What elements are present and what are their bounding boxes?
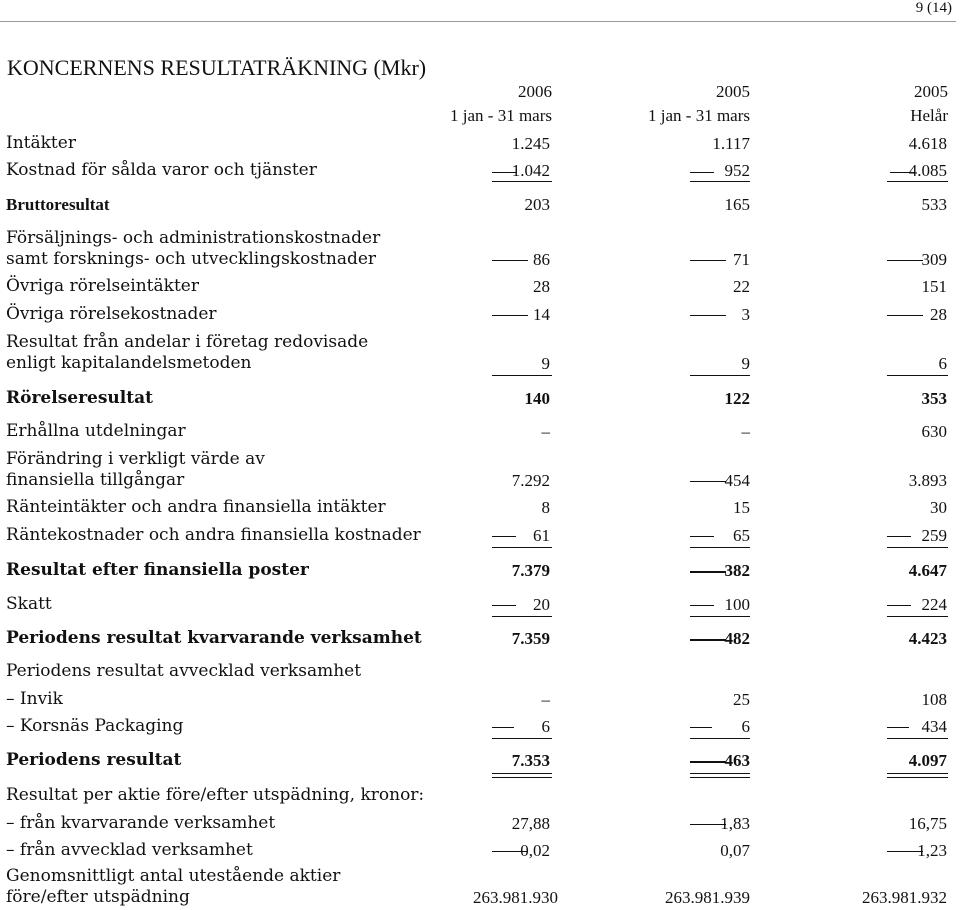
col1-year: 2006 <box>518 82 552 101</box>
underline <box>887 375 948 376</box>
row-label-line2: samt forsknings- och utvecklingskostnader <box>6 249 377 269</box>
value-2005-full: 533 <box>921 195 947 214</box>
row-label: Periodens resultat kvarvarande verksamhet <box>6 628 422 648</box>
value-2005-q1: 165 <box>724 195 750 214</box>
value-2006: – <box>541 422 550 441</box>
value-2005-q1: 25 <box>733 690 750 709</box>
row-label: Bruttoresultat <box>6 195 110 214</box>
value-2006: 0,02 <box>520 841 550 860</box>
value-2006: 203 <box>524 195 550 214</box>
value-2005-full: 353 <box>921 389 947 408</box>
value-2005-full: 30 <box>930 498 947 517</box>
underline <box>492 375 552 376</box>
row-label: Erhållna utdelningar <box>6 421 186 441</box>
underline <box>690 181 750 182</box>
page-number: 9 (14) <box>915 0 952 16</box>
col3-year: 2005 <box>914 82 948 101</box>
underline <box>887 547 948 548</box>
value-2006: 8 <box>541 498 550 517</box>
value-2006: 140 <box>524 389 550 408</box>
value-2005-full: 4.097 <box>908 751 947 770</box>
page-title: KONCERNENS RESULTATRÄKNING (Mkr) <box>7 55 427 80</box>
value-2005-full: 630 <box>921 422 947 441</box>
value-2005-q1: 463 <box>724 751 750 770</box>
row-label: – från kvarvarande verksamhet <box>6 813 276 833</box>
underline <box>887 738 948 739</box>
value-2005-full: 16,75 <box>908 814 947 833</box>
value-2006: 86 <box>533 250 550 269</box>
value-2005-q1: 1,83 <box>720 814 750 833</box>
value-2005-q1: – <box>741 422 750 441</box>
value-2005-full: 151 <box>921 277 947 296</box>
value-2006: 7.379 <box>511 561 550 580</box>
value-2006: 1.245 <box>511 134 550 153</box>
value-2006: 9 <box>541 354 550 373</box>
value-2005-q1: 65 <box>733 526 750 545</box>
header-rule <box>0 21 956 22</box>
value-2005-full: 263.981.932 <box>862 888 947 907</box>
value-2005-q1: 6 <box>741 717 750 736</box>
row-label: Resultat efter finansiella poster <box>6 560 309 580</box>
double-underline-bottom <box>690 777 750 778</box>
double-underline-bottom <box>492 777 552 778</box>
value-2005-q1: 3 <box>741 305 750 324</box>
value-2006: 7.353 <box>511 751 550 770</box>
double-underline-top <box>887 773 948 774</box>
underline <box>887 616 948 617</box>
value-2005-full: 309 <box>921 250 947 269</box>
row-label: Periodens resultat avvecklad verksamhet <box>6 661 362 681</box>
value-2005-q1: 15 <box>733 498 750 517</box>
value-2006: 61 <box>533 526 550 545</box>
value-2006: 20 <box>533 595 550 614</box>
value-2006: 263.981.930 <box>473 888 558 907</box>
row-label: – från avvecklad verksamhet <box>6 840 253 860</box>
row-label-line1: Resultat från andelar i företag redovisade <box>6 332 369 352</box>
value-2005-q1: 382 <box>724 561 750 580</box>
value-2005-q1: 482 <box>724 629 750 648</box>
value-2005-q1: 122 <box>724 389 750 408</box>
value-2005-q1: 22 <box>733 277 750 296</box>
row-label: – Invik <box>6 689 63 709</box>
row-label: Ränteintäkter och andra finansiella intäkter <box>6 497 386 517</box>
row-label: Övriga rörelsekostnader <box>6 304 217 324</box>
col3-period: Helår <box>910 106 948 125</box>
value-2005-full: 4.423 <box>908 629 947 648</box>
value-2005-full: 4.647 <box>908 561 947 580</box>
value-2005-full: 434 <box>921 717 947 736</box>
row-label: Räntekostnader och andra finansiella kostnader <box>6 525 421 545</box>
underline <box>492 181 552 182</box>
value-2006: 28 <box>533 277 550 296</box>
double-underline-bottom <box>887 777 948 778</box>
value-2005-full: 108 <box>921 690 947 709</box>
row-label-line2: före/efter utspädning <box>6 887 190 907</box>
value-2005-full: 1,23 <box>917 841 947 860</box>
value-2005-full: 4.085 <box>908 161 947 180</box>
double-underline-top <box>492 773 552 774</box>
value-2005-full: 259 <box>921 526 947 545</box>
value-2005-full: 6 <box>938 354 947 373</box>
underline <box>887 181 948 182</box>
row-label: Resultat per aktie före/efter utspädning, kronor: <box>6 785 425 805</box>
value-2005-full: 224 <box>921 595 947 614</box>
value-2006: 7.292 <box>511 471 550 490</box>
value-2006: 1.042 <box>511 161 550 180</box>
value-2006: – <box>541 690 550 709</box>
row-label-line1: Förändring i verkligt värde av <box>6 449 265 469</box>
value-2005-full: 3.893 <box>908 471 947 490</box>
value-2005-full: 4.618 <box>908 134 947 153</box>
col1-period: 1 jan - 31 mars <box>450 106 552 125</box>
underline <box>492 616 552 617</box>
value-2006: 7.359 <box>511 629 550 648</box>
value-2005-q1: 100 <box>724 595 750 614</box>
value-2005-q1: 0,07 <box>720 841 750 860</box>
double-underline-top <box>690 773 750 774</box>
underline <box>690 375 750 376</box>
value-2005-q1: 9 <box>741 354 750 373</box>
value-2006: 6 <box>541 717 550 736</box>
row-label-line2: enligt kapitalandelsmetoden <box>6 353 252 373</box>
row-label: Kostnad för sålda varor och tjänster <box>6 160 317 180</box>
value-2005-full: 28 <box>930 305 947 324</box>
row-label-line1: Genomsnittligt antal utestående aktier <box>6 866 341 886</box>
row-label: Intäkter <box>6 133 76 153</box>
value-2005-q1: 1.117 <box>712 134 750 153</box>
underline <box>492 738 552 739</box>
row-label-line1: Försäljnings- och administrationskostnader <box>6 228 381 248</box>
row-label: Skatt <box>6 594 52 614</box>
value-2006: 27,88 <box>511 814 550 833</box>
row-label: Övriga rörelseintäkter <box>6 276 199 296</box>
col2-period: 1 jan - 31 mars <box>648 106 750 125</box>
value-2005-q1: 454 <box>724 471 750 490</box>
col2-year: 2005 <box>716 82 750 101</box>
row-label-line2: finansiella tillgångar <box>6 470 185 490</box>
underline <box>690 738 750 739</box>
row-label: – Korsnäs Packaging <box>6 716 184 736</box>
underline <box>492 547 552 548</box>
row-label: Periodens resultat <box>6 750 182 770</box>
row-label: Rörelseresultat <box>6 388 153 408</box>
value-2005-q1: 952 <box>724 161 750 180</box>
value-2005-q1: 263.981.939 <box>665 888 750 907</box>
value-2005-q1: 71 <box>733 250 750 269</box>
underline <box>690 616 750 617</box>
underline <box>690 547 750 548</box>
value-2006: 14 <box>533 305 550 324</box>
